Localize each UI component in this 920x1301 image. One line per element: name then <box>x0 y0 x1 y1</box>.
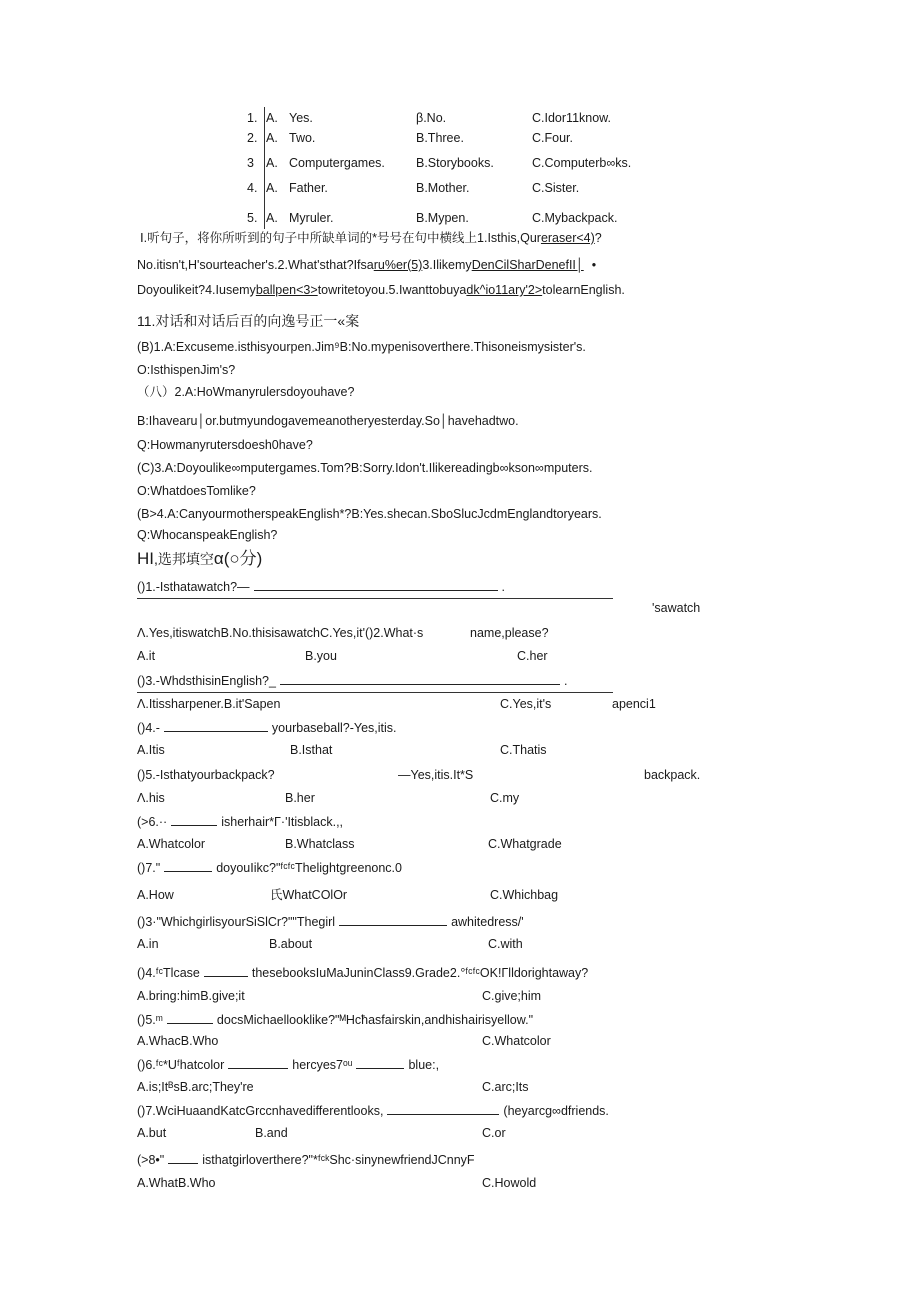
choice-b: B.Mypen. <box>416 211 469 225</box>
option-c: C.Howold <box>482 1176 537 1190</box>
dialogue-line: （八）2.A:HoWmanyrulersdoyouhave? <box>137 385 355 399</box>
option-ab: A.WhatB.Who <box>137 1176 216 1190</box>
choice-a: Myruler. <box>289 211 334 225</box>
choice-a: Father. <box>289 181 328 195</box>
option-a: A.How <box>137 888 174 902</box>
question-2-tail: name,please? <box>470 626 549 640</box>
choice-a-letter: A. <box>266 111 278 125</box>
option-a: Λ.Itissharpener.B.it'Sapen <box>137 697 281 711</box>
option-c: C.Whatgrade <box>488 837 562 851</box>
choice-a-letter: A. <box>266 131 278 145</box>
part2-question-4: ()4.ᶠᶜTlcase thesebooksIuMaJuninClass9.Grade2.°ᶠᶜᶠᶜOK!Γlldorightaway? <box>137 966 589 980</box>
choice-c: C.Four. <box>532 131 573 145</box>
margin-bar <box>264 107 265 229</box>
section-1-line-3: Doyoulikeit?4.Iusemyballpen<3>towritetoyou.5.Iwanttobuyadk^io11ary'2>tolearnEnglish. <box>137 283 625 297</box>
option-c: C.Thatis <box>500 743 547 757</box>
dialogue-line: Q:Howmanyrutersdoesh0have? <box>137 438 313 452</box>
option-c: C.Whichbag <box>490 888 559 902</box>
question-5-tail: backpack. <box>644 768 701 782</box>
part2-question-8: (>8•" isthatgirloverthere?"*ᶠᶜᵏShc·sinynewfriendJCnnyF <box>137 1153 475 1167</box>
dialogue-line: (B>4.A:CanyourmotherspeakEnglish*?B:Yes.shecan.SboSlucJcdmEnglandtoryears. <box>137 507 602 521</box>
option-ab: A.is;ItᴮsB.arc;They're <box>137 1080 254 1094</box>
answer-line <box>137 598 613 599</box>
dialogue-line: O:WhatdoesTomlike? <box>137 484 256 498</box>
choice-a: Yes. <box>289 111 313 125</box>
choice-number: 4. <box>247 181 258 195</box>
question-3: ()3.-WhdsthisinEnglish?_ . <box>137 674 568 688</box>
choice-c: C.Idor11know. <box>532 111 611 125</box>
question-3-tail: apenci1 <box>612 697 656 711</box>
question-5-answer: —Yes,itis.It*S <box>398 768 474 782</box>
choice-a: Computergames. <box>289 156 385 170</box>
answer-line <box>137 692 613 693</box>
section-2-heading: 11.对话和对话后百的向逸号正一«案 <box>137 313 360 329</box>
question-8: ()3·"WhichgirlisyourSiSlCr?""Thegirl awhitedress/' <box>137 915 524 929</box>
dialogue-line: (C)3.A:Doyoulike∞mputergames.Tom?B:Sorry.Idon't.Ilikereadingb∞kson∞mputers. <box>137 461 593 475</box>
question-1-tail: 'sawatch <box>652 601 701 615</box>
question-1: ()1.-Isthatawatch?— . <box>137 580 506 594</box>
choice-b: β.No. <box>416 111 447 125</box>
option-c: C.give;him <box>482 989 542 1003</box>
section-1-line-1: Ⅰ.听句子，将你所听到的句子中所缺单词的*号号在句中横线上1.Isthis,Qureraser<4)? <box>140 231 602 245</box>
choice-number: 3 <box>247 156 254 170</box>
part2-question-5: ()5.ᵐ docsMichaellooklike?"ᴹHcħasfairskin,andhishairisyellow." <box>137 1013 534 1027</box>
option-c: C.arc;Its <box>482 1080 529 1094</box>
choice-number: 1. <box>247 111 258 125</box>
dialogue-line: O:IsthispenJim's? <box>137 363 236 377</box>
dialogue-line: (B)1.A:Excuseme.isthisyourpen.Jim⁹B:No.mypenisoverthere.Thisoneismysister's. <box>137 340 586 354</box>
choice-c: C.Sister. <box>532 181 580 195</box>
option-a: A.it <box>137 649 156 663</box>
option-a: A.but <box>137 1126 167 1140</box>
choice-a-letter: A. <box>266 181 278 195</box>
option-a: A.Whatcolor <box>137 837 206 851</box>
choice-b: B.Mother. <box>416 181 470 195</box>
question-4: ()4.- yourbaseball?-Yes,itis. <box>137 721 397 735</box>
option-c: C.with <box>488 937 523 951</box>
option-c: C.Yes,it's <box>500 697 552 711</box>
part2-question-7: ()7.WciHuaandKatcGrccnhavedifferentlooks, (heyarcg∞dfriends. <box>137 1104 609 1118</box>
dialogue-line: Q:WhocanspeakEnglish? <box>137 528 278 542</box>
question-6: (>6.·· isherhair*Γ·'Itisblack.,, <box>137 815 344 829</box>
question-1-options: Λ.Yes,itiswatchB.No.thisisawatchC.Yes,it'()2.What·s <box>137 626 424 640</box>
option-a: A.in <box>137 937 159 951</box>
choice-c: C.Mybackpack. <box>532 211 618 225</box>
section-3-heading: HI,选邦填空α(○分) <box>137 549 263 568</box>
option-b: B.about <box>269 937 313 951</box>
choice-b: B.Storybooks. <box>416 156 494 170</box>
question-7: ()7." doyouIikc?"ᶠᶜᶠᶜThelightgreenonc.0 <box>137 861 402 875</box>
choice-number: 5. <box>247 211 258 225</box>
option-c: C.her <box>517 649 548 663</box>
choice-number: 2. <box>247 131 258 145</box>
option-b: B.and <box>255 1126 288 1140</box>
choice-a-letter: A. <box>266 211 278 225</box>
option-c: C.Whatcolor <box>482 1034 551 1048</box>
option-b: 氏WhatCOlOr <box>270 888 348 902</box>
part2-question-6: ()6.ᶠᶜ*Uᶠhatcolor hercyes7ᵒᵘ blue:, <box>137 1058 440 1072</box>
option-c: C.or <box>482 1126 506 1140</box>
section-1-line-2: No.itisn't,H'sourteacher's.2.What'sthat?Ifsaru%er(5)3.IlikemyDenCilSharDenefII│ • <box>137 258 597 272</box>
option-c: C.my <box>490 791 520 805</box>
choice-b: B.Three. <box>416 131 464 145</box>
choice-c: C.Computerb∞ks. <box>532 156 632 170</box>
dialogue-line: B:Ihavearu│or.butmyundogavemeanotheryesterday.So│havehadtwo. <box>137 414 519 428</box>
choice-a-letter: A. <box>266 156 278 170</box>
option-b: B.her <box>285 791 315 805</box>
option-b: B.you <box>305 649 337 663</box>
option-b: B.Isthat <box>290 743 333 757</box>
question-5: ()5.-Isthatyourbackpack? <box>137 768 275 782</box>
option-b: B.Whatclass <box>285 837 355 851</box>
option-a: A.Itis <box>137 743 165 757</box>
option-a: Λ.his <box>137 791 165 805</box>
option-ab: A.bring:himB.give;it <box>137 989 245 1003</box>
choice-a: Two. <box>289 131 316 145</box>
option-ab: A.WhacB.Who <box>137 1034 219 1048</box>
